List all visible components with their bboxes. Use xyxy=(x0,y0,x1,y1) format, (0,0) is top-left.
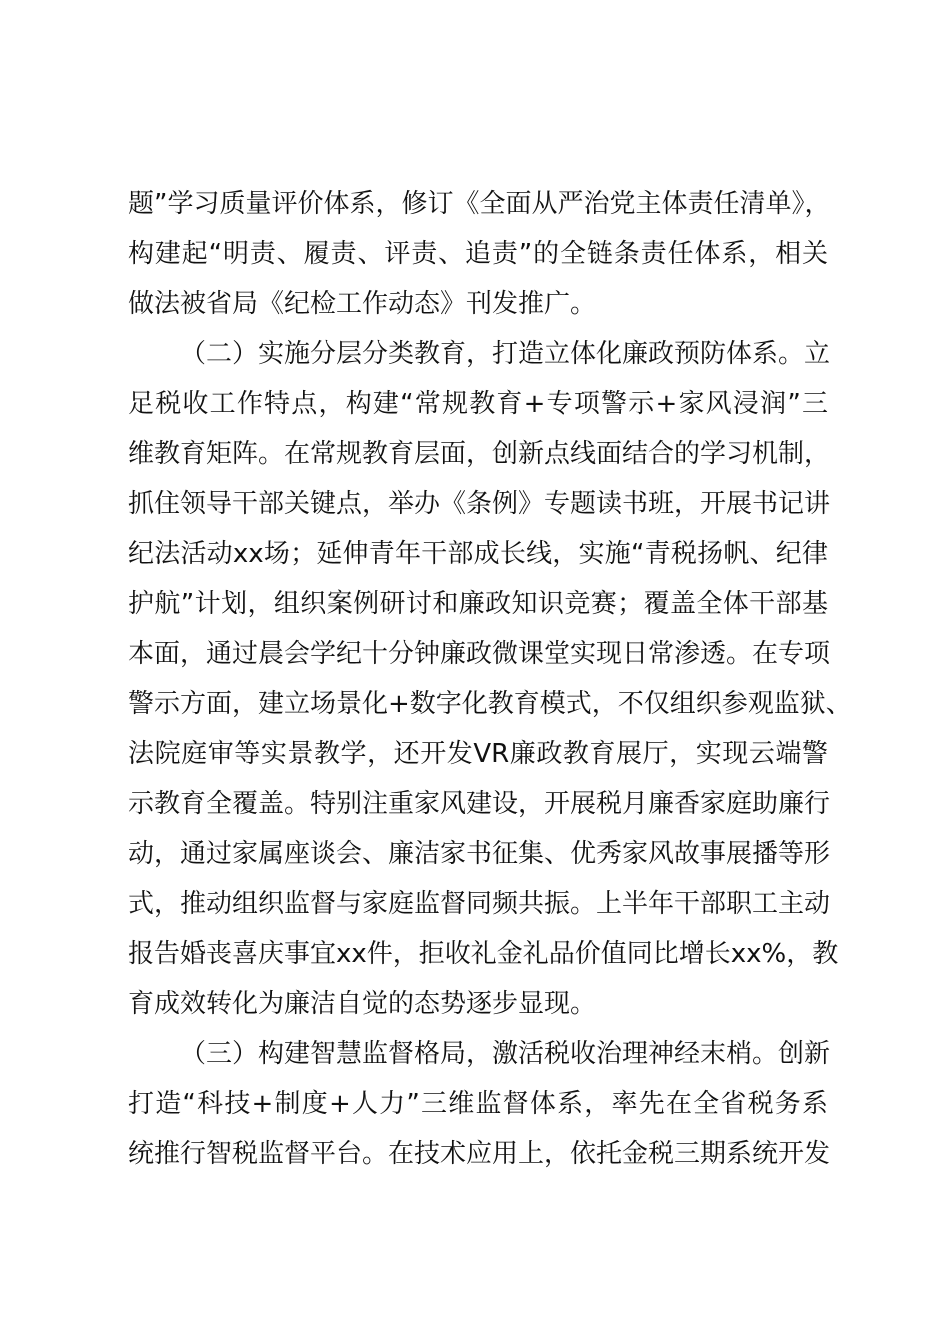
text-line: 抓住领导干部关键点，举办《条例》专题读书班，开展书记讲 xyxy=(128,489,831,519)
text-line: 示教育全覆盖。特别注重家风建设，开展税月廉香家庭助廉行 xyxy=(128,789,831,819)
text-line: 法院庭审等实景教学，还开发VR廉政教育展厅，实现云端警 xyxy=(128,739,828,769)
text-line: 足税收工作特点，构建“常规教育+专项警示+家风浸润”三 xyxy=(128,389,828,419)
text-line: 纪法活动xx场；延伸青年干部成长线，实施“青税扬帆、纪律 xyxy=(128,539,828,569)
text-line: 报告婚丧喜庆事宜xx件，拒收礼金礼品价值同比增长xx%，教 xyxy=(128,939,839,969)
text-line: 警示方面，建立场景化+数字化教育模式，不仅组织参观监狱、 xyxy=(128,689,852,719)
text-line: 构建起“明责、履责、评责、追责”的全链条责任体系，相关 xyxy=(128,239,828,269)
section-heading-line: （三）构建智慧监督格局，激活税收治理神经末梢。创新 xyxy=(180,1039,831,1069)
text-line: 动，通过家属座谈会、廉洁家书征集、优秀家风故事展播等形 xyxy=(128,839,831,869)
text-line: 做法被省局《纪检工作动态》刊发推广。 xyxy=(128,289,597,319)
text-line: 式，推动组织监督与家庭监督同频共振。上半年干部职工主动 xyxy=(128,889,831,919)
text-line: 题”学习质量评价体系，修订《全面从严治党主体责任清单》， xyxy=(128,189,831,219)
text-line: 护航”计划，组织案例研讨和廉政知识竞赛；覆盖全体干部基 xyxy=(128,589,828,619)
text-line: 本面，通过晨会学纪十分钟廉政微课堂实现日常渗透。在专项 xyxy=(128,639,831,669)
text-line: 育成效转化为廉洁自觉的态势逐步显现。 xyxy=(128,989,597,1019)
text-line: 打造“科技+制度+人力”三维监督体系，率先在全省税务系 xyxy=(128,1089,828,1119)
text-line: 统推行智税监督平台。在技术应用上，依托金税三期系统开发 xyxy=(128,1139,831,1169)
text-line: 维教育矩阵。在常规教育层面，创新点线面结合的学习机制， xyxy=(128,439,831,469)
section-heading-line: （二）实施分层分类教育，打造立体化廉政预防体系。立 xyxy=(180,339,831,369)
